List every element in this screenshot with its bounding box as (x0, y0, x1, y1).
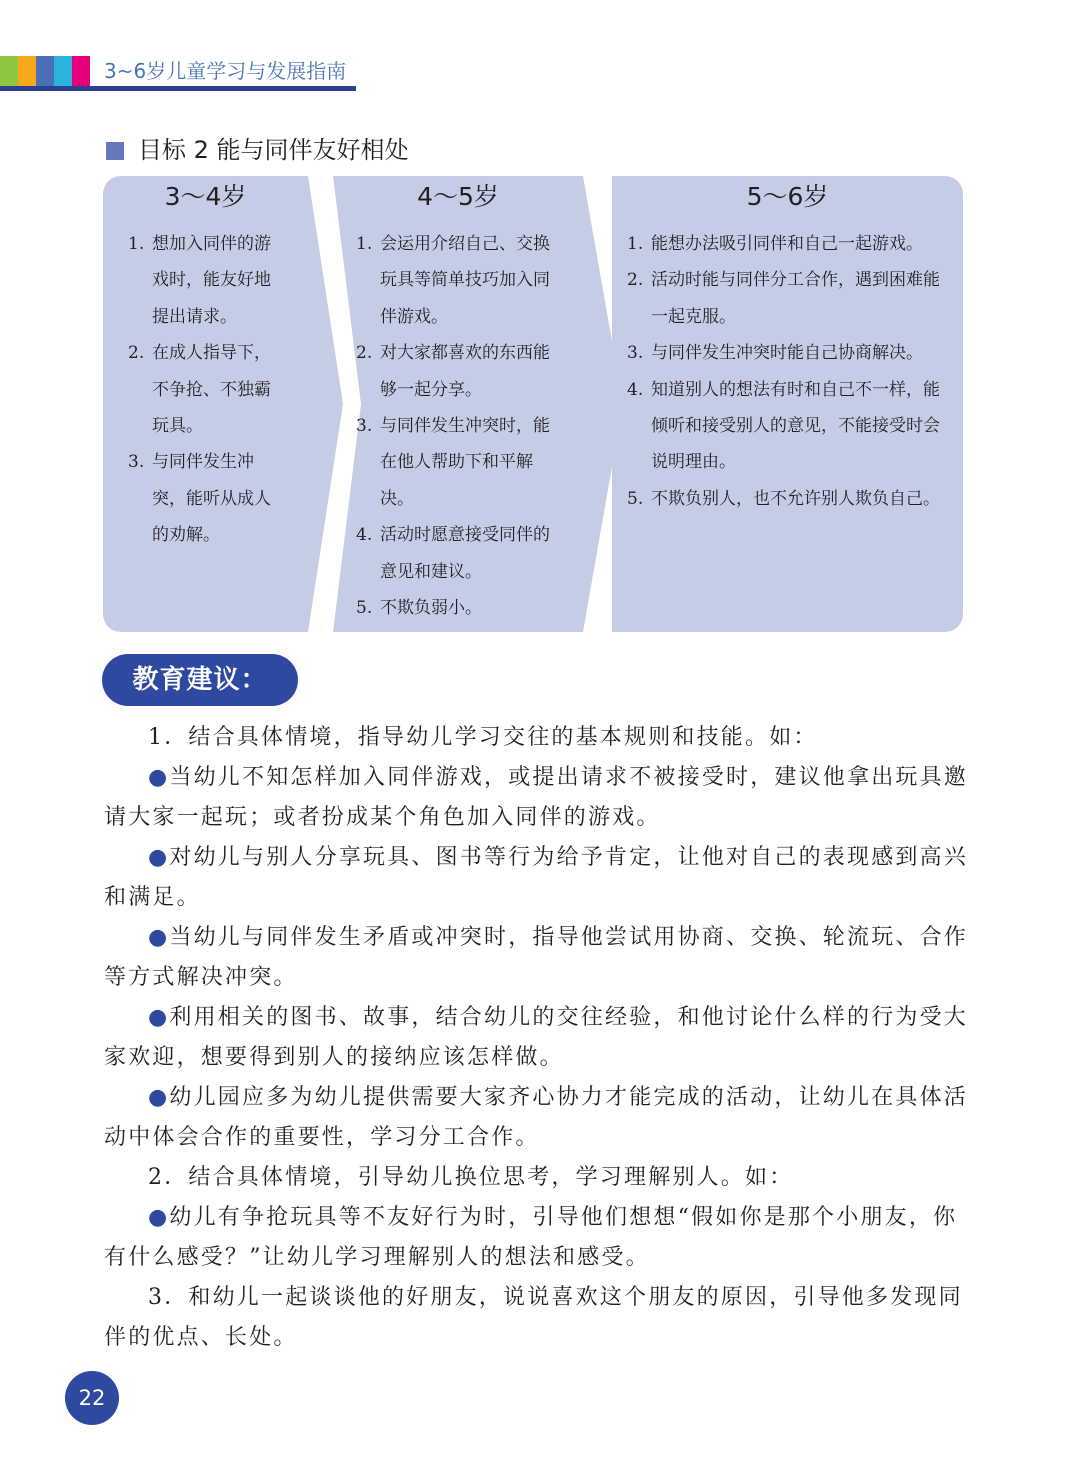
suggestion-point-2: 2．结合具体情境，引导幼儿换位思考，学习理解别人。如： (148, 1165, 794, 1190)
strip-block-orange (18, 56, 36, 86)
age-list-4-5 (356, 226, 556, 626)
item-number: 3. (627, 343, 644, 364)
item-number: 2. (356, 343, 373, 364)
suggestions-badge: 教育建议： (102, 654, 298, 706)
strip-block-blue (36, 56, 54, 86)
list-item (627, 335, 941, 371)
item-number: 5. (627, 488, 644, 509)
item-text: 与同伴发生冲突时能自己协商解决。 (651, 343, 923, 364)
item-text: 与同伴发生冲突时，能在他人帮助下和平解决。 (380, 416, 550, 509)
suggestion-bullet (104, 918, 978, 998)
item-number: 4. (356, 525, 373, 546)
bullet-dot-icon: ● (148, 845, 170, 870)
bullet-dot-icon: ● (148, 1005, 170, 1030)
item-text: 对大家都喜欢的东西能够一起分享。 (380, 343, 550, 400)
bullet-text: 对幼儿与别人分享玩具、图书等行为给予肯定，让他对自己的表现感到高兴和满足。 (104, 845, 969, 910)
item-text: 想加入同伴的游戏时，能友好地提出请求。 (152, 234, 271, 327)
list-item (356, 590, 556, 626)
bullet-text: 当幼儿不知怎样加入同伴游戏，或提出请求不被接受时，建议他拿出玩具邀请大家一起玩；或者扮成某个角色加入同伴的游戏。 (104, 765, 969, 830)
age-list-5-6 (627, 226, 941, 517)
strip-block-cyan (54, 56, 72, 86)
list-item (627, 481, 941, 517)
item-text: 知道别人的想法有时和自己不一样，能倾听和接受别人的意见，不能接受时会说明理由。 (651, 379, 940, 473)
suggestion-bullet (104, 1078, 978, 1158)
bullet-text: 当幼儿与同伴发生矛盾或冲突时，指导他尝试用协商、交换、轮流玩、合作等方式解决冲突。 (104, 925, 969, 990)
item-text: 与同伴发生冲突，能听从成人的劝解。 (152, 452, 271, 546)
item-number: 1. (128, 234, 145, 254)
list-item (128, 335, 286, 444)
item-number: 3. (356, 416, 373, 437)
suggestion-bullet (104, 998, 978, 1078)
list-item (128, 226, 286, 335)
item-number: 1. (356, 234, 373, 254)
item-number: 4. (627, 379, 644, 400)
item-text: 会运用介绍自己、交换玩具等简单技巧加入同伴游戏。 (380, 234, 550, 327)
bullet-dot-icon: ● (148, 765, 170, 790)
item-text: 能想办法吸引同伴和自己一起游戏。 (651, 234, 923, 254)
item-number: 2. (627, 270, 644, 291)
suggestion-point-1: 1．结合具体情境，指导幼儿学习交往的基本规则和技能。如： (148, 725, 818, 750)
bullet-text: 幼儿有争抢玩具等不友好行为时，引导他们想想“假如你是那个小朋友，你有什么感受？”让幼儿学习理解别人的想法和感受。 (104, 1205, 958, 1270)
bullet-text: 利用相关的图书、故事，结合幼儿的交往经验，和他讨论什么样的行为受大家欢迎，想要得到别人的接纳应该怎样做。 (104, 1005, 969, 1070)
list-item (356, 517, 556, 590)
goal-bullet-square (106, 142, 124, 160)
age-title-3-4: 3～4岁 (164, 182, 247, 211)
suggestion-bullet (104, 838, 978, 918)
age-list-3-4 (128, 226, 286, 554)
bullet-dot-icon: ● (148, 925, 170, 950)
goal-title: 目标 2 能与同伴友好相处 (138, 136, 409, 164)
bullet-dot-icon: ● (148, 1205, 170, 1230)
list-item (356, 335, 556, 408)
item-number: 2. (128, 343, 145, 364)
item-text: 不欺负弱小。 (380, 598, 482, 619)
item-number: 1. (627, 234, 644, 254)
page-number: 22 (65, 1371, 119, 1425)
item-number: 3. (128, 452, 145, 473)
list-item (627, 372, 941, 481)
suggestion-bullet (104, 758, 978, 838)
bullet-text: 幼儿园应多为幼儿提供需要大家齐心协力才能完成的活动，让幼儿在具体活动中体会合作的重要性，学习分工合作。 (104, 1085, 969, 1150)
item-text: 不欺负别人，也不允许别人欺负自己。 (651, 488, 940, 509)
suggestion-bullet (104, 1198, 978, 1278)
item-text: 活动时能与同伴分工合作，遇到困难能一起克服。 (651, 270, 940, 327)
item-text: 在成人指导下，不争抢、不独霸玩具。 (152, 343, 271, 437)
item-number: 5. (356, 598, 373, 619)
list-item (356, 226, 556, 335)
list-item (356, 408, 556, 517)
strip-block-green (0, 56, 18, 86)
age-title-5-6: 5～6岁 (746, 182, 829, 211)
suggestions-body (104, 718, 978, 1358)
list-item (627, 226, 941, 262)
strip-block-magenta (72, 56, 90, 86)
suggestion-point-3: 3．和幼儿一起谈谈他的好朋友，说说喜欢这个朋友的原因，引导他多发现同伴的优点、长处。 (104, 1285, 963, 1350)
bullet-dot-icon: ● (148, 1085, 170, 1110)
list-item (128, 444, 286, 553)
header-rule (0, 86, 356, 91)
list-item (627, 262, 941, 335)
item-text: 活动时愿意接受同伴的意见和建议。 (380, 525, 550, 582)
age-title-4-5: 4～5岁 (417, 182, 499, 211)
header-title: 3~6岁儿童学习与发展指南 (104, 59, 347, 83)
